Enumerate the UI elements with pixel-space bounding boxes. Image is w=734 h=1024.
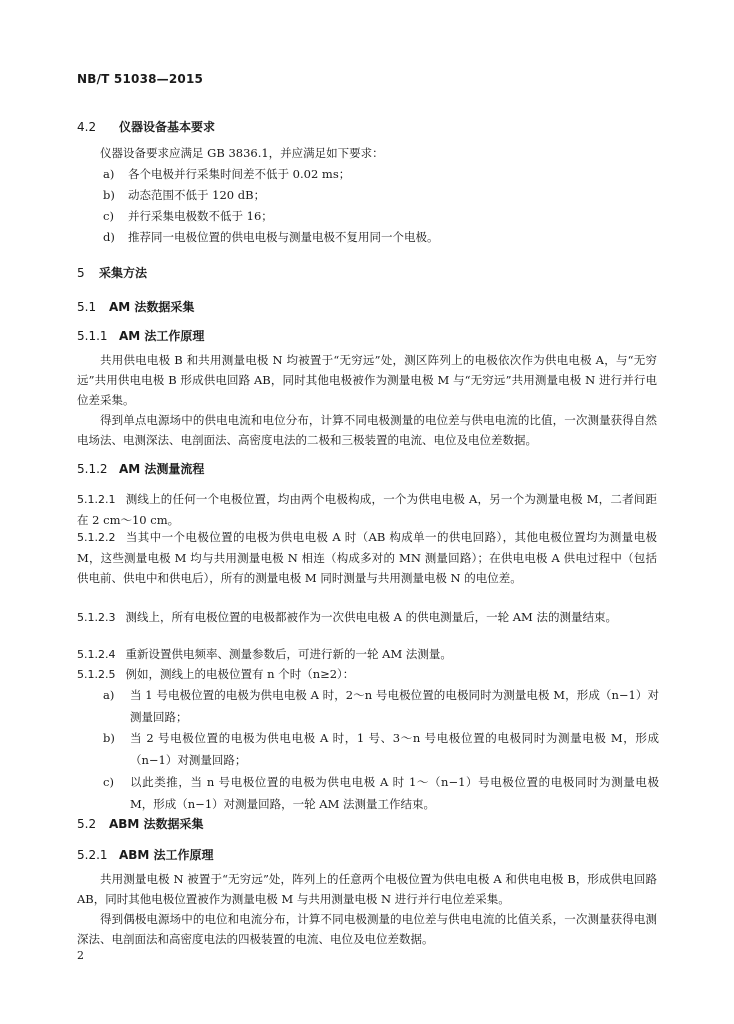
- heading-4-2: [77, 118, 215, 135]
- section-number: 5: [77, 266, 85, 280]
- list-item: [103, 684, 659, 728]
- heading-5-2: [77, 815, 204, 832]
- list-text: 推荐同一电极位置的供电电极与测量电极不复用同一个电极。: [128, 230, 439, 244]
- clause-5-1-2-4: [77, 644, 657, 665]
- clause-number: 5.1.2.1: [77, 493, 116, 506]
- section-title: ABM 法数据采集: [109, 817, 204, 831]
- clause-text: 当其中一个电极位置的电极为供电电极 A 时（AB 构成单一的供电回路），其他电极位置均为测量电极 M，这些测量电极 M 均与共用测量电极 N 相连（构成多对的 MN 测量回路）；在供电电极 A 供电过程中（包括供电前、供电中和供电后），所有的测量电极 M 同时测量与共用测量电极 N 的电位差。: [77, 530, 657, 585]
- section-number: 5.1.2: [77, 462, 108, 476]
- heading-5-1-2: [77, 460, 204, 477]
- list-item: [103, 727, 659, 771]
- list-marker: d): [103, 230, 115, 244]
- clause-number: 5.1.2.2: [77, 531, 116, 544]
- list-item: [103, 206, 657, 226]
- clause-number: 5.1.2.3: [77, 611, 116, 624]
- paragraph-5-2-1-result: 得到偶极电源场中的电位和电流分布，计算不同电极测量的电位差与供电电流的比值关系，一次测量获得电测深法、电剖面法和高密度电法的四极装置的电流、电位及电位差数据。: [77, 912, 657, 946]
- paragraph-5-2-1-principle: 共用测量电极 N 被置于“无穷远”处，阵列上的任意两个电极位置为供电电极 A 和供电电极 B，形成供电回路 AB，同时其他电极位置被作为测量电极 M 与共用测量电极 N 进行并行电位差采集。: [77, 872, 657, 906]
- clause-number: 5.1.2.4: [77, 648, 116, 661]
- list-marker: c): [103, 209, 114, 223]
- heading-5-2-1: [77, 846, 214, 863]
- list-marker: a): [103, 688, 115, 702]
- list-marker: c): [103, 775, 114, 789]
- list-text: 动态范围不低于 120 dB；: [128, 188, 266, 202]
- clause-5-1-2-3: [77, 607, 657, 628]
- clause-text: 重新设置供电频率、测量参数后，可进行新的一轮 AM 法测量。: [125, 647, 452, 661]
- list-text: 各个电极并行采集时间差不低于 0.02 ms；: [128, 167, 351, 181]
- section-number: 5.2: [77, 817, 97, 831]
- paragraph-4-2-intro: 仪器设备要求应满足 GB 3836.1，并应满足如下要求：: [100, 146, 384, 160]
- section-title: AM 法数据采集: [109, 300, 195, 314]
- list-item: [103, 164, 657, 184]
- clause-5-1-2-2: [77, 527, 657, 588]
- clause-5-1-2-5: [77, 664, 657, 685]
- section-title: 仪器设备基本要求: [119, 120, 216, 134]
- paragraph-5-1-1-result: 得到单点电源场中的供电电流和电位分布，计算不同电极测量的电位差与供电电流的比值，一次测量获得自然电场法、电测深法、电剖面法、高密度电法的二极和三极装置的电流、电位及电位差数据。: [77, 413, 657, 447]
- section-number: 5.1: [77, 300, 97, 314]
- list-item: [103, 185, 657, 205]
- heading-5: [77, 264, 147, 281]
- heading-5-1: [77, 298, 194, 315]
- clause-text: 测线上，所有电极位置的电极都被作为一次供电电极 A 的供电测量后，一轮 AM 法的测量结束。: [125, 610, 617, 624]
- list-text: 当 2 号电极位置的电极为供电电极 A 时，1 号、3～n 号电极位置的电极同时为测量电极 M，形成（n−1）对测量回路；: [130, 731, 659, 767]
- section-number: 5.2.1: [77, 848, 108, 862]
- clause-number: 5.1.2.5: [77, 668, 116, 681]
- paragraph-5-1-1-principle: 共用供电电极 B 和共用测量电极 N 均被置于“无穷远”处，测区阵列上的电极依次作为供电电极 A，与“无穷远”共用供电电极 B 形成供电回路 AB，同时其他电极被作为测量电极 M 与“无穷远”共用测量电极 N 进行并行电位差采集。: [77, 353, 657, 407]
- list-item: [103, 227, 657, 247]
- list-text: 当 1 号电极位置的电极为供电电极 A 时，2～n 号电极位置的电极同时为测量电极 M，形成（n−1）对测量回路；: [130, 688, 659, 724]
- list-text: 并行采集电极数不低于 16；: [128, 209, 273, 223]
- standard-code: NB/T 51038—2015: [77, 72, 204, 86]
- clause-text: 例如，测线上的电极位置有 n 个时（n≥2）：: [125, 667, 355, 681]
- list-marker: a): [103, 167, 115, 181]
- clause-5-1-2-1: [77, 489, 657, 530]
- list-marker: b): [103, 731, 115, 745]
- section-title: AM 法测量流程: [119, 462, 205, 476]
- section-title: AM 法工作原理: [119, 329, 205, 343]
- page-number: 2: [77, 949, 84, 962]
- list-marker: b): [103, 188, 115, 202]
- section-title: ABM 法工作原理: [119, 848, 214, 862]
- section-number: 5.1.1: [77, 329, 108, 343]
- section-number: 4.2: [77, 120, 97, 134]
- heading-5-1-1: [77, 327, 204, 344]
- list-text: 以此类推，当 n 号电极位置的电极为供电电极 A 时 1～（n−1）号电极位置的电极同时为测量电极 M，形成（n−1）对测量回路，一轮 AM 法测量工作结束。: [130, 775, 659, 811]
- list-item: [103, 771, 659, 815]
- clause-text: 测线上的任何一个电极位置，均由两个电极构成，一个为供电电极 A，另一个为测量电极 M，二者间距在 2 cm～10 cm。: [77, 492, 657, 527]
- section-title: 采集方法: [99, 266, 148, 280]
